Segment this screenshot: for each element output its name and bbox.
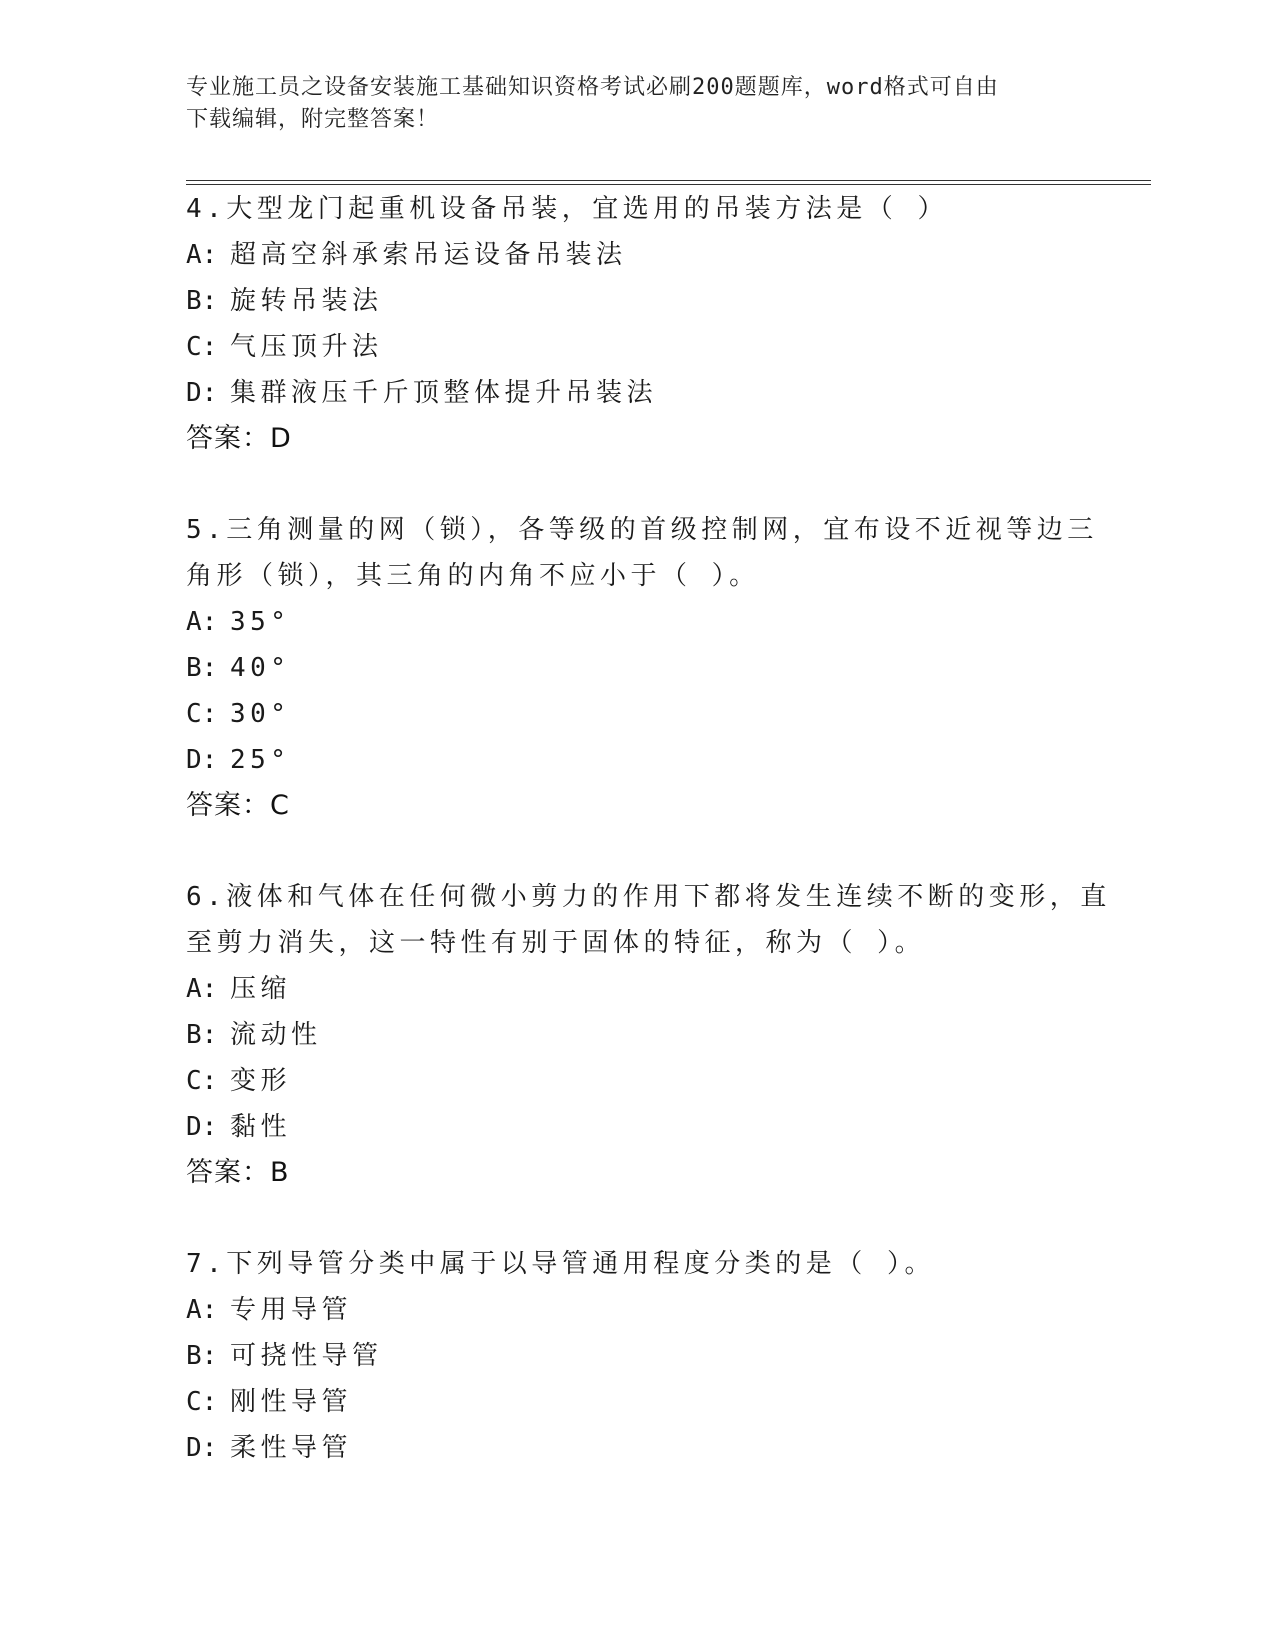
option-key: D: (186, 378, 218, 408)
header-line-1: 专业施工员之设备安装施工基础知识资格考试必刷200题题库，word格式可自由 (186, 75, 999, 100)
question-text: 6.液体和气体在任何微小剪力的作用下都将发生连续不断的变形，直 (186, 882, 1111, 912)
option-text: 柔性导管 (230, 1433, 353, 1463)
option-key: A: (186, 607, 218, 637)
option-text: 刚性导管 (230, 1387, 353, 1417)
option-text: 旋转吊装法 (230, 286, 383, 316)
option-a (186, 1287, 1086, 1333)
option-a (186, 599, 1086, 645)
question-6 (186, 874, 1111, 1196)
answer-line: 答案：D (186, 423, 292, 454)
option-c (186, 324, 1086, 370)
document-header (186, 72, 1086, 136)
option-c (186, 691, 1086, 737)
question-text-cont: 至剪力消失，这一特性有别于固体的特征，称为（ ）。 (186, 928, 926, 958)
option-text: 40° (230, 653, 291, 683)
option-text: 气压顶升法 (230, 332, 383, 362)
option-text: 专用导管 (230, 1295, 353, 1325)
option-text: 25° (230, 745, 291, 775)
question-5 (186, 507, 1098, 829)
option-text: 集群液压千斤顶整体提升吊装法 (230, 378, 658, 408)
option-a (186, 966, 1086, 1012)
option-key: A: (186, 974, 218, 1004)
question-text: 7.下列导管分类中属于以导管通用程度分类的是（ ）。 (186, 1249, 935, 1279)
option-key: C: (186, 332, 218, 362)
option-b (186, 1012, 1086, 1058)
option-text: 流动性 (230, 1020, 322, 1050)
option-a (186, 232, 1086, 278)
option-key: B: (186, 653, 218, 683)
question-list (186, 186, 1111, 1471)
option-key: D: (186, 745, 218, 775)
option-text: 35° (230, 607, 291, 637)
header-rule-top (186, 180, 1151, 181)
question-text-cont: 角形（锁），其三角的内角不应小于（ ）。 (186, 561, 760, 591)
option-key: C: (186, 1387, 218, 1417)
option-key: B: (186, 1020, 218, 1050)
option-d (186, 370, 1086, 416)
option-key: B: (186, 286, 218, 316)
option-key: C: (186, 1066, 218, 1096)
question-text: 5.三角测量的网（锁），各等级的首级控制网，宜布设不近视等边三 (186, 515, 1098, 545)
header-rule-bottom (186, 184, 1151, 185)
answer-line: 答案：B (186, 1157, 290, 1188)
option-key: D: (186, 1112, 218, 1142)
option-key: A: (186, 1295, 218, 1325)
option-c (186, 1058, 1086, 1104)
question-gap (186, 1196, 1086, 1241)
question-4 (186, 186, 1086, 462)
option-text: 超高空斜承索吊运设备吊装法 (230, 240, 627, 270)
option-d (186, 1425, 1086, 1471)
option-text: 黏性 (230, 1112, 292, 1142)
option-d (186, 1104, 1086, 1150)
option-text: 可挠性导管 (230, 1341, 383, 1371)
option-text: 压缩 (230, 974, 292, 1004)
question-7 (186, 1241, 1086, 1471)
question-gap (186, 462, 1086, 507)
option-d (186, 737, 1086, 783)
header-line-2: 下载编辑，附完整答案！ (186, 107, 440, 132)
question-gap (186, 829, 1086, 874)
option-key: C: (186, 699, 218, 729)
option-key: B: (186, 1341, 218, 1371)
question-text: 4.大型龙门起重机设备吊装，宜选用的吊装方法是（ ） (186, 194, 948, 224)
option-b (186, 278, 1086, 324)
option-b (186, 1333, 1086, 1379)
option-c (186, 1379, 1086, 1425)
option-text: 30° (230, 699, 291, 729)
option-text: 变形 (230, 1066, 292, 1096)
answer-line: 答案：C (186, 790, 290, 821)
option-key: D: (186, 1433, 218, 1463)
option-b (186, 645, 1086, 691)
option-key: A: (186, 240, 218, 270)
